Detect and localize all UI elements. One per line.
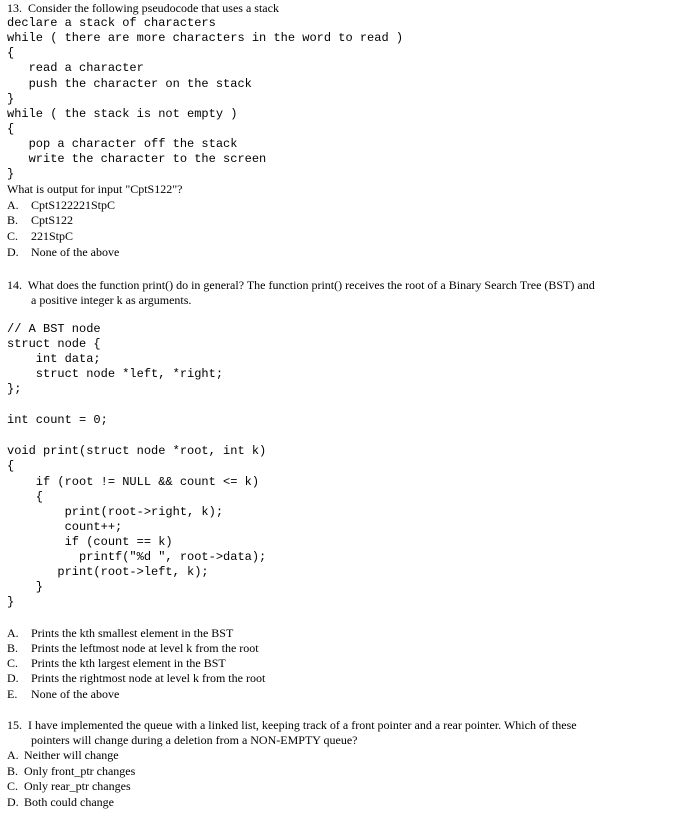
q13-code-line: write the character to the screen bbox=[7, 152, 267, 166]
q14-code-line: { bbox=[7, 459, 15, 473]
q13-code-line: push the character on the stack bbox=[7, 77, 252, 91]
q14-code-line: }; bbox=[7, 382, 22, 396]
q13-option-d: D. None of the above bbox=[7, 245, 120, 259]
q14-code-line: count++; bbox=[7, 520, 123, 534]
q14-code-line: if (root != NULL && count <= k) bbox=[7, 475, 260, 489]
q14-option-e: E. None of the above bbox=[7, 687, 120, 701]
q13-option-b: B. CptS122 bbox=[7, 213, 74, 227]
q13-code-line: while ( there are more characters in the word to read ) bbox=[7, 31, 404, 45]
q13-code-line: { bbox=[7, 46, 15, 60]
q15-stem-line1: 15. I have implemented the queue with a linked list, keeping track of a front pointer and a rear pointer. Which of these bbox=[7, 718, 577, 732]
q14-option-a: A. Prints the kth smallest element in the BST bbox=[7, 626, 234, 640]
q13-option-a: A. CptS122221StpC bbox=[7, 198, 116, 212]
q13-option-c: C. 221StpC bbox=[7, 229, 74, 243]
q14-code-line: struct node *left, *right; bbox=[7, 367, 224, 381]
q14-stem-line1: 14. What does the function print() do in general? The function print() receives the root of a Binary Search Tree (BST) and bbox=[7, 278, 595, 292]
q14-stem-line2: a positive integer k as arguments. bbox=[31, 293, 192, 307]
q14-code-line: int data; bbox=[7, 352, 101, 366]
q13-code-line: while ( the stack is not empty ) bbox=[7, 107, 238, 121]
q14-code-line: { bbox=[7, 490, 44, 504]
q14-code-line: void print(struct node *root, int k) bbox=[7, 444, 267, 458]
q13-question: What is output for input "CptS122"? bbox=[7, 182, 183, 196]
q15-stem-line2: pointers will change during a deletion from a NON-EMPTY queue? bbox=[31, 733, 358, 747]
q14-code-line: print(root->left, k); bbox=[7, 565, 209, 579]
q15-option-a: A. Neither will change bbox=[7, 748, 119, 762]
q14-code-line: print(root->right, k); bbox=[7, 505, 224, 519]
q14-option-b: B. Prints the leftmost node at level k from the root bbox=[7, 641, 259, 655]
q14-code-line: int count = 0; bbox=[7, 413, 108, 427]
q15-option-d: D. Both could change bbox=[7, 795, 114, 809]
q14-option-c: C. Prints the kth largest element in the BST bbox=[7, 656, 226, 670]
q13-code-line: declare a stack of characters bbox=[7, 16, 216, 30]
q13-code-line: pop a character off the stack bbox=[7, 137, 238, 151]
q13-code-line: { bbox=[7, 122, 15, 136]
q13-code-line: } bbox=[7, 167, 15, 181]
q14-option-d: D. Prints the rightmost node at level k from the root bbox=[7, 671, 266, 685]
q13-stem: 13. Consider the following pseudocode that uses a stack bbox=[7, 1, 279, 15]
q14-code-line: struct node { bbox=[7, 337, 101, 351]
q14-code-line: printf("%d ", root->data); bbox=[7, 550, 267, 564]
q13-code-line: read a character bbox=[7, 61, 144, 75]
q15-option-c: C. Only rear_ptr changes bbox=[7, 779, 131, 793]
q14-code-line: if (count == k) bbox=[7, 535, 173, 549]
q14-code-line: // A BST node bbox=[7, 322, 101, 336]
q14-code-line: } bbox=[7, 595, 15, 609]
q15-option-b: B. Only front_ptr changes bbox=[7, 764, 136, 778]
q13-code-line: } bbox=[7, 92, 15, 106]
q14-code-line: } bbox=[7, 580, 44, 594]
